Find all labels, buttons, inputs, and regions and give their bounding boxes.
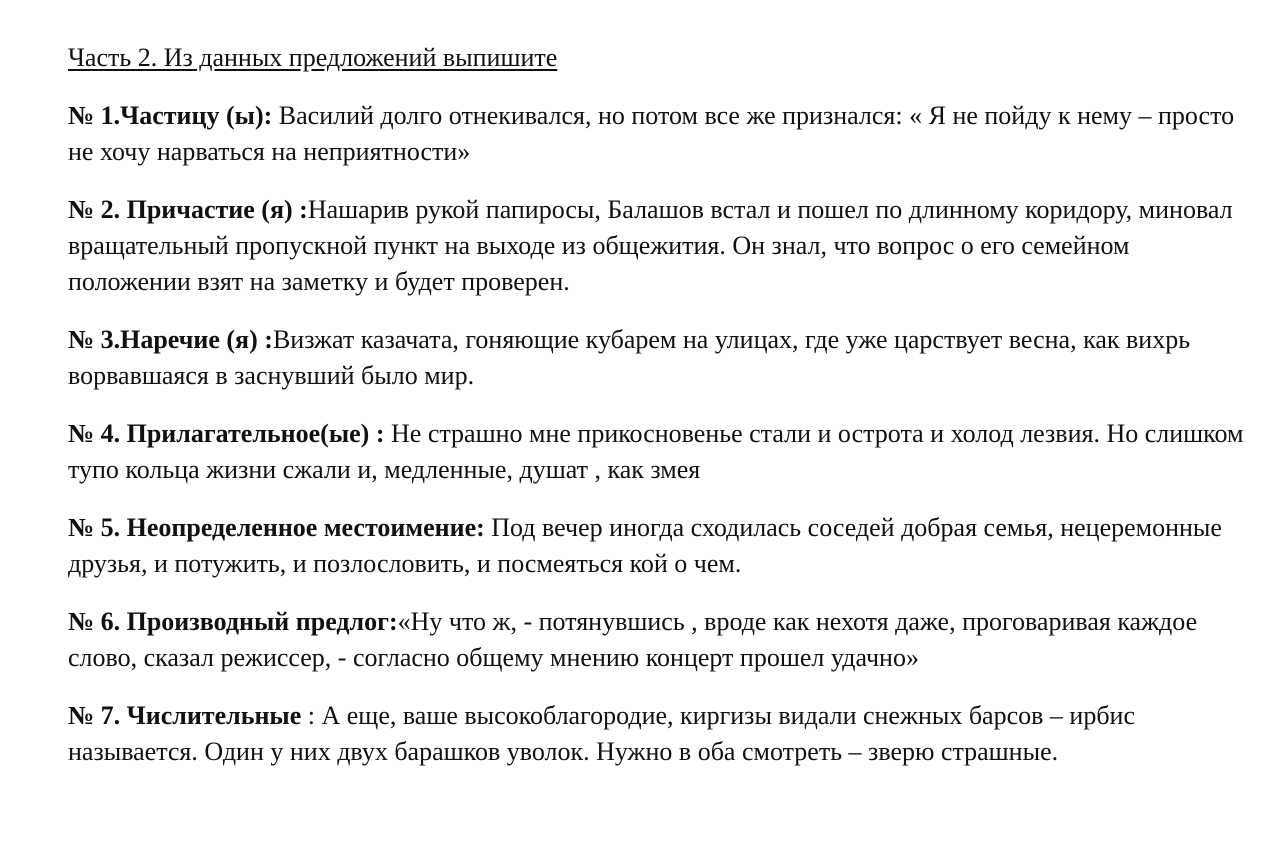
task-1	[68, 98, 1248, 170]
task-label: № 3.Наречие (я) :	[68, 325, 273, 354]
task-text: Визжат казачата, гоняющие кубарем на улицах, где уже царствует весна, как вихрь ворвавшаяся в заснувший было мир.	[68, 325, 1191, 390]
task-3	[68, 322, 1248, 394]
task-4	[68, 416, 1248, 488]
task-text: Нашарив рукой папиросы, Балашов встал и пошел по длинному коридору, миновал вращательный пропускной пункт на выходе из общежития. Он знал, что вопрос о его семейном положении взят на заметку и будет проверен.	[68, 195, 1233, 296]
task-label: № 7. Числительные	[68, 701, 302, 730]
task-text: Василий долго отнекивался, но потом все же признался: « Я не пойду к нему – просто не хочу нарваться на неприятности»	[68, 101, 1235, 166]
task-text: : А еще, ваше высокоблагородие, киргизы видали снежных барсов – ирбис называется. Один у них двух барашков уволок. Нужно в оба смотреть – зверю страшные.	[68, 701, 1136, 766]
task-label: № 4. Прилагательное(ые) :	[68, 419, 385, 448]
page-heading: Часть 2. Из данных предложений выпишите	[68, 43, 558, 72]
task-label: № 2. Причастие (я) :	[68, 195, 308, 224]
task-7	[68, 698, 1248, 770]
task-6	[68, 604, 1248, 676]
document-page	[68, 40, 1248, 792]
task-2	[68, 192, 1248, 300]
task-label: № 1.Частицу (ы):	[68, 101, 273, 130]
task-text: Под вечер иногда сходилась соседей добрая семья, нецеремонные друзья, и потужить, и позлословить, и посмеяться кой о чем.	[68, 513, 1222, 578]
task-text: «Ну что ж, - потянувшись , вроде как нехотя даже, проговаривая каждое слово, сказал режиссер, - согласно общему мнению концерт прошел удачно»	[68, 607, 1198, 672]
task-label: № 5. Неопределенное местоимение:	[68, 513, 485, 542]
task-label: № 6. Производный предлог:	[68, 607, 398, 636]
task-5	[68, 510, 1248, 582]
task-text: Не страшно мне прикосновенье стали и острота и холод лезвия. Но слишком тупо кольца жизни сжали и, медленные, душат , как змея	[68, 419, 1244, 484]
